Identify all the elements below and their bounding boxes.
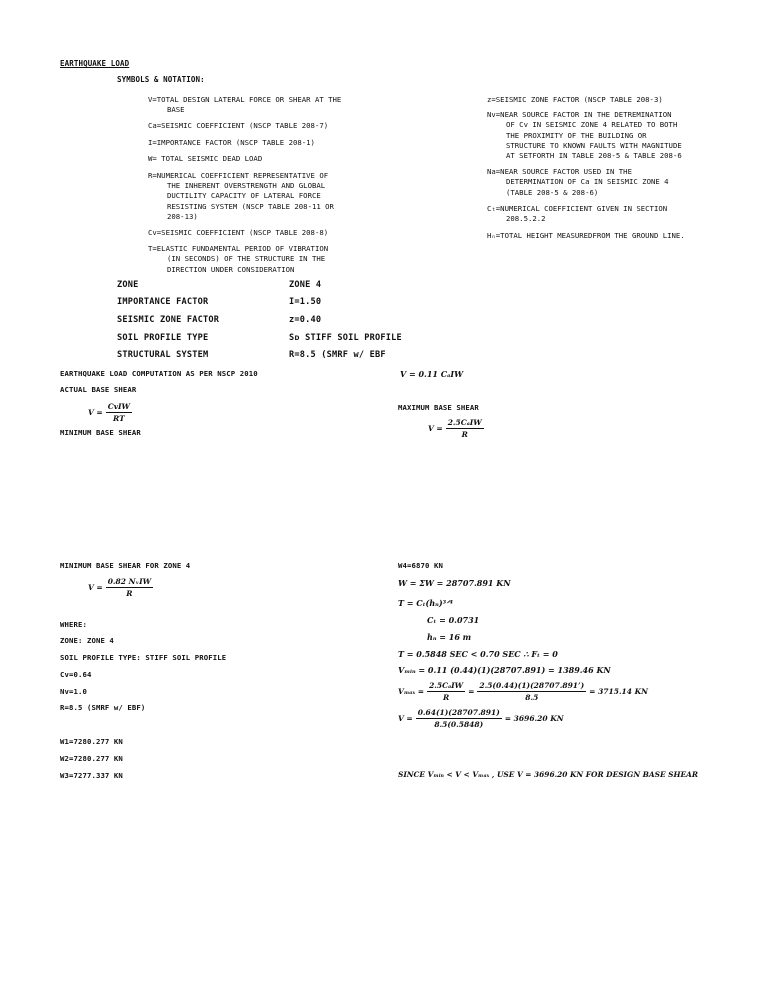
notation-entry bbox=[148, 138, 388, 148]
eq-lhs: V = bbox=[428, 424, 443, 433]
param-label: STRUCTURAL SYSTEM bbox=[117, 350, 209, 360]
eq-denominator: R bbox=[442, 693, 450, 702]
maximum-base-shear-equation bbox=[428, 418, 487, 439]
actual-base-shear-label: ACTUAL BASE SHEAR bbox=[60, 385, 137, 394]
notation-entry bbox=[487, 110, 737, 161]
story-weight: W2=7280.277 KN bbox=[60, 754, 123, 763]
design-base-shear-conclusion: SINCE Vₘᵢₙ < V < Vₘₐₓ , USE V = 3696.20 KN FOR DESIGN BASE SHEAR bbox=[398, 770, 698, 779]
page-heading: EARTHQUAKE LOAD bbox=[60, 59, 130, 68]
zone4-detail-line: R=8.5 (SMRF w/ EBF) bbox=[60, 703, 146, 712]
param-label: SOIL PROFILE TYPE bbox=[117, 333, 209, 343]
design-shear-equation bbox=[398, 708, 564, 729]
notation-line: (IN SECONDS) OF THE STRUCTURE IN THE bbox=[167, 254, 326, 264]
notation-line: Cv=SEISMIC COEFFICIENT (NSCP TABLE 208-8) bbox=[148, 228, 329, 238]
notation-entry bbox=[487, 204, 737, 224]
param-value: Sᴅ STIFF SOIL PROFILE bbox=[289, 333, 402, 343]
notation-right bbox=[487, 95, 737, 241]
notation-left bbox=[148, 95, 388, 275]
story-weight: W3=7277.337 KN bbox=[60, 771, 123, 780]
zone4-detail-line: WHERE: bbox=[60, 620, 87, 629]
notation-line: 208.5.2.2 bbox=[506, 214, 546, 224]
eq-numerator: 0.82 NᵥIW bbox=[107, 577, 152, 586]
param-label: SEISMIC ZONE FACTOR bbox=[117, 315, 220, 325]
vmax-result: = 3715.14 KN bbox=[589, 687, 648, 696]
notation-entry bbox=[487, 231, 737, 241]
notation-line: RESISTING SYSTEM (NSCP TABLE 208-11 OR bbox=[167, 201, 334, 211]
notation-entry bbox=[148, 95, 388, 115]
eq-denominator: R bbox=[461, 430, 468, 439]
actual-base-shear-equation bbox=[88, 402, 135, 423]
notation-line: THE PROXIMITY OF THE BUILDING OR bbox=[506, 130, 647, 140]
notation-entry bbox=[148, 228, 388, 238]
eq-lhs: V = bbox=[88, 583, 103, 592]
eq-numerator: 2.5CₐIW bbox=[447, 418, 482, 427]
param-value: z=0.40 bbox=[289, 315, 322, 325]
total-weight: W = ΣW = 28707.891 KN bbox=[398, 578, 511, 588]
eq-denominator: 8.5 bbox=[525, 693, 539, 702]
notation-line: 208-13) bbox=[167, 211, 198, 221]
symbols-title: SYMBOLS & NOTATION: bbox=[117, 75, 205, 84]
notation-entry bbox=[487, 167, 737, 198]
w4-value: W4=6870 KN bbox=[398, 561, 443, 570]
eq-numerator: 2.5(0.44)(1)(28707.891’) bbox=[479, 681, 585, 690]
notation-entry bbox=[148, 244, 388, 275]
eq-lhs: V = bbox=[88, 408, 103, 417]
eq-denominator: 8.5(0.5848) bbox=[434, 720, 484, 729]
notation-line: Na=NEAR SOURCE FACTOR USED IN THE bbox=[487, 167, 632, 177]
notation-line: Cₜ=NUMERICAL COEFFICIENT GIVEN IN SECTION bbox=[487, 203, 668, 213]
story-weight: W1=7280.277 KN bbox=[60, 737, 123, 746]
maximum-base-shear-label: MAXIMUM BASE SHEAR bbox=[398, 403, 479, 412]
param-value: ZONE 4 bbox=[289, 280, 322, 290]
notation-line: T=ELASTIC FUNDAMENTAL PERIOD OF VIBRATION bbox=[148, 244, 329, 254]
notation-line: DETERMINATION OF Ca IN SEISMIC ZONE 4 bbox=[506, 177, 669, 187]
notation-line: Nv=NEAR SOURCE FACTOR IN THE DETREMINATION bbox=[487, 110, 672, 120]
eq-numerator: 0.64(1)(28707.891) bbox=[417, 708, 500, 717]
eq-denominator: RT bbox=[113, 414, 125, 423]
notation-line: OF Cv IN SEISMIC ZONE 4 RELATED TO BOTH bbox=[506, 120, 678, 130]
notation-line: (TABLE 208-5 & 208-6) bbox=[506, 187, 599, 197]
param-value: R=8.5 (SMRF w/ EBF bbox=[289, 350, 386, 360]
notation-line: THE INHERENT OVERSTRENGTH AND GLOBAL bbox=[167, 181, 326, 191]
notation-line: V=TOTAL DESIGN LATERAL FORCE OR SHEAR AT THE bbox=[148, 95, 342, 104]
notation-entry bbox=[148, 121, 388, 131]
param-label: ZONE bbox=[117, 280, 139, 290]
notation-entry bbox=[487, 95, 737, 105]
zone4-detail-line: Nv=1.0 bbox=[60, 687, 87, 696]
ct-value: Cₜ = 0.0731 bbox=[427, 615, 480, 625]
notation-line: Ca=SEISMIC COEFFICIENT (NSCP TABLE 208-7) bbox=[148, 121, 329, 131]
eq-lhs: V = bbox=[398, 714, 413, 723]
notation-entry bbox=[148, 154, 388, 164]
eq-numerator: 2.5CₐIW bbox=[429, 681, 464, 690]
period-value: T = 0.5848 SEC < 0.70 SEC ∴ Fₜ = 0 bbox=[398, 649, 558, 659]
zone4-detail-line: SOIL PROFILE TYPE: STIFF SOIL PROFILE bbox=[60, 653, 227, 662]
param-label: IMPORTANCE FACTOR bbox=[117, 297, 209, 307]
notation-line: z=SEISMIC ZONE FACTOR (NSCP TABLE 208-3) bbox=[487, 95, 663, 104]
notation-line: I=IMPORTANCE FACTOR (NSCP TABLE 208-1) bbox=[148, 137, 315, 147]
eq-denominator: R bbox=[126, 589, 133, 598]
computation-title: EARTHQUAKE LOAD COMPUTATION AS PER NSCP 2010 bbox=[60, 369, 258, 378]
design-shear-result: = 3696.20 KN bbox=[504, 714, 564, 723]
hn-value: hₙ = 16 m bbox=[427, 632, 472, 642]
notation-line: AT SETFORTH IN TABLE 208-5 & TABLE 208-6 bbox=[506, 151, 682, 161]
zone4-equation bbox=[88, 577, 156, 598]
notation-entry bbox=[148, 171, 388, 222]
notation-line: BASE bbox=[167, 105, 185, 115]
zone4-title: MINIMUM BASE SHEAR FOR ZONE 4 bbox=[60, 561, 191, 570]
period-formula: T = Cₜ(hₙ)³ᐟ⁴ bbox=[398, 598, 454, 608]
param-value: I=1.50 bbox=[289, 297, 322, 307]
notation-line: DUCTILITY CAPACITY OF LATERAL FORCE bbox=[167, 191, 321, 201]
vmin-value: Vₘᵢₙ = 0.11 (0.44)(1)(28707.891) = 1389.46 KN bbox=[398, 665, 611, 675]
eq-lhs: Vₘₐₓ = bbox=[398, 687, 425, 696]
notation-line: W= TOTAL SEISMIC DEAD LOAD bbox=[148, 153, 263, 163]
minimum-shear-equation: V = 0.11 CₐIW bbox=[400, 369, 464, 379]
minimum-base-shear-label: MINIMUM BASE SHEAR bbox=[60, 428, 141, 437]
eq-numerator: CvIW bbox=[107, 402, 130, 411]
notation-line: R=NUMERICAL COEFFICIENT REPRESENTATIVE OF bbox=[148, 171, 329, 181]
notation-line: DIRECTION UNDER CONSIDERATION bbox=[167, 264, 295, 274]
notation-line: Hₙ=TOTAL HEIGHT MEASUREDFROM THE GROUND LINE. bbox=[487, 231, 685, 241]
zone4-detail-line: Cv=0.64 bbox=[60, 670, 92, 679]
zone4-detail-line: ZONE: ZONE 4 bbox=[60, 636, 114, 645]
notation-line: STRUCTURE TO KNOWN FAULTS WITH MAGNITUDE bbox=[506, 140, 682, 150]
vmax-equation: Vₘₐₓ = $\frac{\text{2.5CₐIW}}{R}$ = $\frac{2.5(0.44)(1)(28707.891’)}{8.5}$ = 3715.14 KN bbox=[398, 681, 648, 702]
